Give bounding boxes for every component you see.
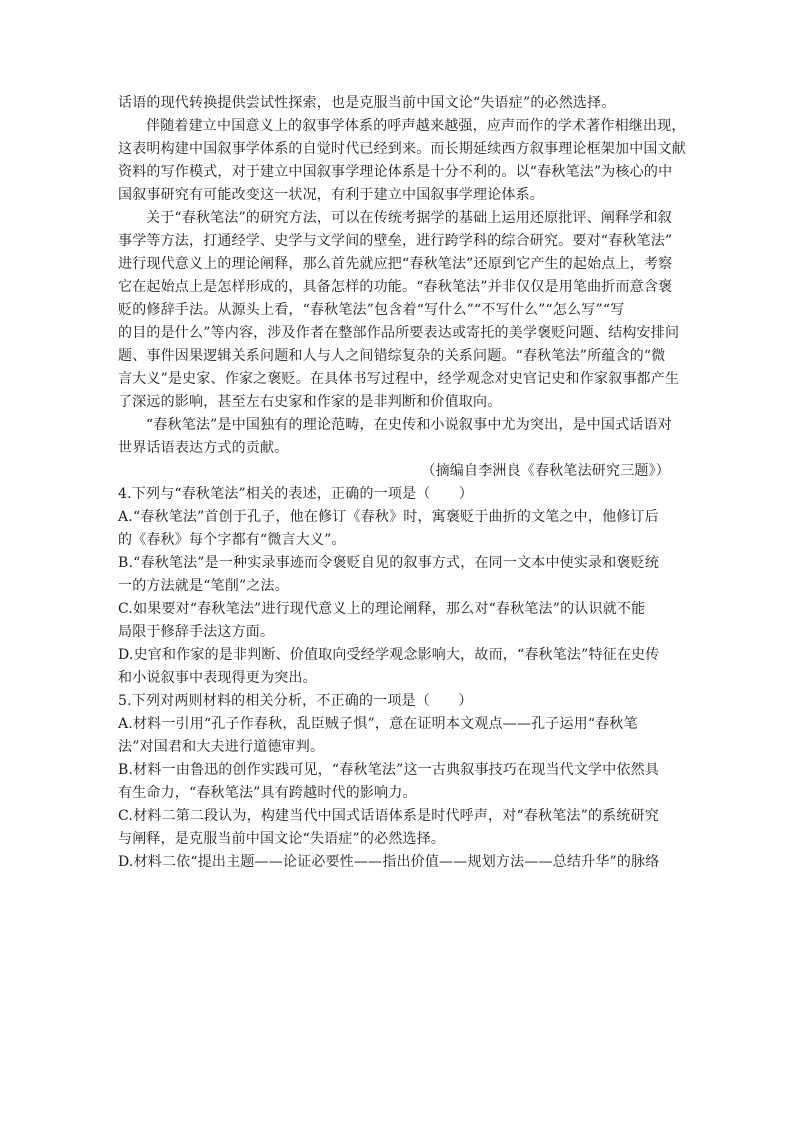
passage-paragraph-0 [118,92,678,115]
option-line: 与阐释，是克服当前中国文论“失语症”的必然选择。 [118,831,446,847]
question-stem: 4.下列与“春秋笔法”相关的表述，正确的一项是（ ） [118,486,474,502]
option-a[interactable] [118,506,678,552]
option-line: B.“春秋笔法”是一种实录事迹而令褒贬自见的叙事方式，在同一文本中使实录和褒贬统 [118,555,660,571]
question-stem: 5.下列对两则材料的相关分析，不正确的一项是（ ） [118,693,473,709]
option-a[interactable] [118,713,678,759]
text-line: 世界话语表达方式的贡献。 [118,440,289,456]
text-line: 资料的写作模式，对于建立中国叙事学理论体系是十分不利的。以“春秋笔法”为核心的中 [118,164,673,180]
text-line: 言大义”是史家、作家之褒贬。在具体书写过程中，经学观念对史官记史和作家叙事都产生 [118,371,680,387]
question-4 [118,483,678,690]
option-line: D.材料二依“提出主题——论证必要性——指出价值——规划方法——总结升华”的脉络 [118,854,660,870]
text-line: 话语的现代转换提供尝试性探索，也是克服当前中国文论“失语症”的必然选择。 [118,95,616,111]
option-b[interactable] [118,552,678,598]
passage-paragraph-2 [118,207,678,414]
document-page [118,92,686,874]
passage-paragraph-1 [118,115,686,207]
option-d[interactable] [118,851,678,874]
option-line: 局限于修辞手法这方面。 [118,624,275,640]
text-line: 事学等方法，打通经学、史学与文学间的壁垒，进行跨学科的综合研究。要对“春秋笔法” [118,233,673,249]
option-b[interactable] [118,759,678,805]
text-line: 伴随着建立中国意义上的叙事学体系的呼声越来越强，应声而作的学术著作相继出现， [146,118,686,134]
text-line: 的目的是什么”等内容，涉及作者在整部作品所要表达或寄托的美学褒贬问题、结构安排问 [118,325,680,341]
option-line: 的《春秋》每个字都有“微言大义”。 [118,532,346,548]
option-line: 和小说叙事中表现得更为突出。 [118,670,317,686]
passage-paragraph-3 [118,414,678,460]
text-line: “春秋笔法”是中国独有的理论范畴，在史传和小说叙事中尤为突出，是中国式话语对 [146,417,672,433]
text-line: 关于“春秋笔法”的研究方法，可以在传统考据学的基础上运用还原批评、阐释学和叙 [146,210,672,226]
option-line: 一的方法就是“笔削”之法。 [118,578,289,594]
question-5 [118,690,678,874]
option-line: 有生命力，“春秋笔法”具有跨越时代的影响力。 [118,785,417,801]
option-line: B.材料一由鲁迅的创作实践可见，“春秋笔法”这一古典叙事技巧在现当代文学中依然具 [118,762,660,778]
option-c[interactable] [118,598,678,644]
option-line: 法”对国君和大夫进行道德审判。 [118,739,325,755]
option-d[interactable] [118,644,678,690]
option-line: C.材料二第二段认为，构建当代中国式话语体系是时代呼声，对“春秋笔法”的系统研究 [118,808,659,824]
text-line: 国叙事研究有可能改变这一状况，有利于建立中国叙事学理论体系。 [118,187,544,203]
text-line: 了深远的影响，甚至左右史家和作家的是非判断和价值取向。 [118,394,502,410]
text-line: 这表明构建中国叙事学体系的自觉时代已经到来。而长期延续西方叙事理论框架加中国文献 [118,141,686,157]
text-line: 进行现代意义上的理论阐释，那么首先就应把“春秋笔法”还原到它产生的起始点上，考察 [118,256,673,272]
text-line: 题、事件因果逻辑关系问题和人与人之间错综复杂的关系问题。“春秋笔法”所蕴含的“微 [118,348,666,364]
option-line: A.材料一引用“孔子作春秋，乱臣贼子惧”，意在证明本文观点——孔子运用“春秋笔 [118,716,638,732]
passage-source: （摘编自李洲良《春秋笔法研究三题》） [421,463,670,479]
option-c[interactable] [118,805,678,851]
text-line: 它在起始点上是怎样形成的，具备怎样的功能。“春秋笔法”并非仅仅是用笔曲折而意含褒 [118,279,673,295]
option-line: D.史官和作家的是非判断、价值取向受经学观念影响大，故而，“春秋笔法”特征在史传 [118,647,660,663]
option-line: C.如果要对“春秋笔法”进行现代意义上的理论阐释，那么对“春秋笔法”的认识就不能 [118,601,646,617]
option-line: A.“春秋笔法”首创于孔子，他在修订《春秋》时，寓褒贬于曲折的文笔之中，他修订后 [118,509,659,525]
text-line: 贬的修辞手法。从源头上看，“春秋笔法”包含着“写什么”“不写什么”“怎么写”“写 [118,302,625,318]
